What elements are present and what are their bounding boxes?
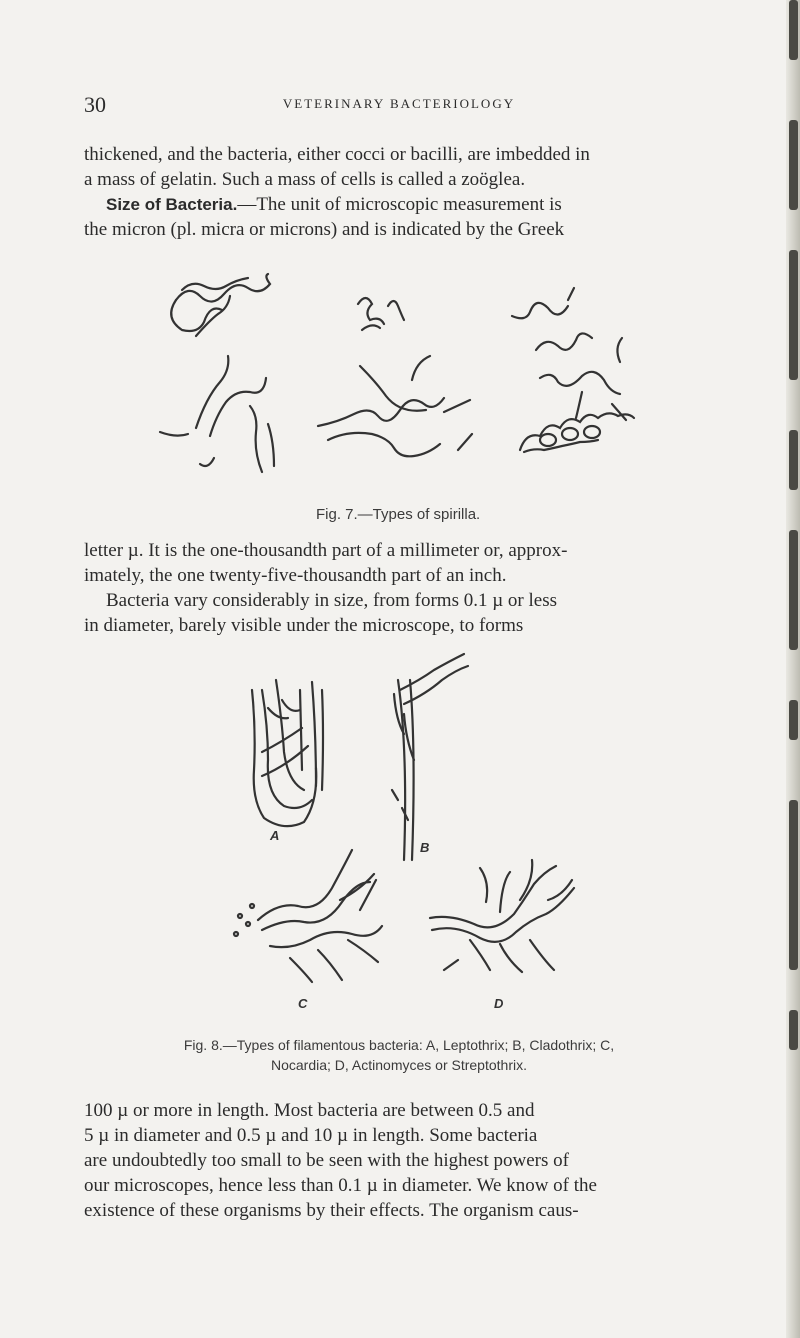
text-line: 5 µ in diameter and 0.5 µ and 10 µ in length. Some bacteria bbox=[84, 1125, 538, 1146]
actinomyces-drawing bbox=[430, 860, 574, 972]
text-line: letter µ. It is the one-thousandth part of a millimeter or, approx- bbox=[84, 540, 568, 561]
page-number: 30 bbox=[84, 92, 106, 117]
text-line: existence of these organisms by their effects. The organism caus- bbox=[84, 1200, 579, 1221]
caption-line: Nocardia; D, Actinomyces or Streptothrix. bbox=[271, 1057, 527, 1073]
text-line: are undoubtedly too small to be seen with the highest powers of bbox=[84, 1150, 569, 1171]
text-line: thickened, and the bacteria, either cocci or bacilli, are imbedded in bbox=[84, 144, 590, 165]
text-fragment: —The unit of microscopic measurement is bbox=[237, 194, 562, 215]
figure-8-caption bbox=[84, 1035, 714, 1075]
text-line: in diameter, barely visible under the microscope, to forms bbox=[84, 615, 524, 636]
figure-7-caption: Fig. 7.—Types of spirilla. bbox=[316, 506, 481, 523]
figure-8-label-a: A bbox=[270, 828, 280, 843]
paragraph-3 bbox=[84, 1098, 710, 1223]
nocardia-drawing bbox=[234, 850, 382, 982]
text-line: the micron (pl. micra or microns) and is indicated by the Greek bbox=[84, 219, 565, 240]
text-line: 100 µ or more in length. Most bacteria are between 0.5 and bbox=[84, 1100, 535, 1121]
figure-8-label-b: B bbox=[420, 840, 430, 855]
figure-8-label-c: C bbox=[298, 996, 308, 1011]
text-line: a mass of gelatin. Such a mass of cells is called a zoöglea. bbox=[84, 169, 526, 190]
cladothrix-drawing bbox=[392, 654, 468, 860]
caption-line: Fig. 8.—Types of filamentous bacteria: A, Leptothrix; B, Cladothrix; C, bbox=[183, 1037, 615, 1053]
section-heading: Size of Bacteria. bbox=[106, 195, 238, 214]
running-head: VETERINARY BACTERIOLOGY bbox=[282, 96, 516, 111]
text-line: our microscopes, hence less than 0.1 µ in diameter. We know of the bbox=[84, 1175, 597, 1196]
text-line: Bacteria vary considerably in size, from forms 0.1 µ or less bbox=[106, 590, 557, 611]
text-line: imately, the one twenty-five-thousandth part of an inch. bbox=[84, 565, 507, 586]
figure-8-label-d: D bbox=[494, 996, 504, 1011]
leptothrix-drawing bbox=[252, 680, 323, 826]
